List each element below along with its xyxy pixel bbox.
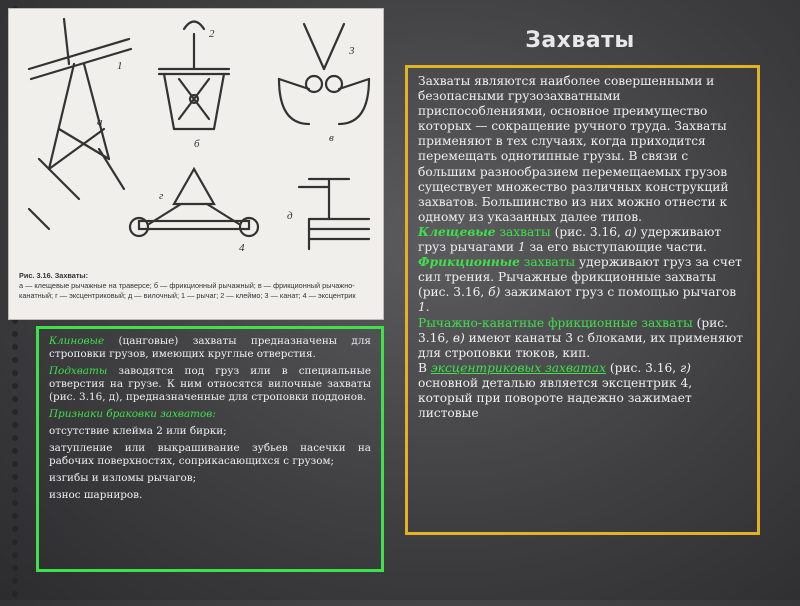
friction-term: Фрикционные <box>418 255 520 270</box>
right-text-box <box>405 65 760 535</box>
tong-grips-paragraph: Клещевые захваты (рис. 3.16, а) удерживают груз рычагами 1 за его выступающие части. <box>418 224 722 255</box>
lifters-paragraph: Подхваты заводятся под груз или в специальные отверстия на грузе. К ним относятся вилочные захваты (рис. 3.16, д), предназначенные для строповки поддонов. <box>49 365 371 403</box>
tong-term: Клещевые <box>418 224 496 239</box>
drawing-b <box>159 22 229 130</box>
figure-letter-b: б <box>194 138 200 150</box>
caption-text: а — клещевые рычажные на траверсе; б — фрикционный рычажный; в — фрикционный рычажно-канатный; г — эксцентриковый; д — вилочный; 1 — рычаг; 2 — клеймо; 3 — канат; 4 — эксцентрик <box>19 281 356 300</box>
caption-title: Рис. 3.16. Захваты: <box>19 271 89 280</box>
rejection-item: изгибы и изломы рычагов; <box>49 472 197 484</box>
friction-grips-paragraph: Фрикционные захваты удерживают груз за счет сил трения. Рычажные фрикционные захваты (рис. 3.16, б) зажимают груз с помощью рычагов 1. <box>418 255 742 315</box>
figure-number-3: 3 <box>349 45 355 57</box>
drawing-a <box>29 19 131 229</box>
friction-word: захваты <box>519 255 576 270</box>
rope-grips-paragraph: Рычажно-канатные фрикционные захваты (рис. 3.16, в) имеют канаты 3 с блоками, их применяют для строповки тюков, кип. <box>418 315 744 360</box>
wedge-grips-paragraph: Клиновые (цанговые) захваты предназначены для строповки грузов, имеющих круглые отверстия. <box>49 335 371 360</box>
grips-drawing <box>9 9 384 271</box>
tong-word: захваты <box>495 224 551 239</box>
drawing-g <box>130 169 258 236</box>
eccentric-term: эксцентриковых захватах <box>430 360 606 375</box>
rejection-item: износ шарниров. <box>49 489 143 501</box>
drawing-d <box>299 179 369 249</box>
figure-letter-v: в <box>329 132 334 144</box>
figure-number-1: 1 <box>117 60 123 72</box>
figure-letter-d: д <box>287 210 293 222</box>
figure-letter-a: а <box>97 116 103 128</box>
rejection-item: отсутствие клейма 2 или бирки; <box>49 425 227 437</box>
left-text-box <box>36 326 384 572</box>
drawing-v <box>279 24 369 124</box>
lifters-term: Подхваты <box>49 365 108 377</box>
figure-number-4: 4 <box>239 242 245 254</box>
rejection-item: затупление или выкрашивание зубьев насечки на рабочих поверхностях, соприкасающихся с грузом; <box>49 442 371 467</box>
eccentric-grips-paragraph: В эксцентриковых захватах (рис. 3.16, г) основной деталью является эксцентрик 4, который при повороте надежно зажимает листовые <box>418 360 693 421</box>
figure-letter-g: г <box>159 190 164 202</box>
rope-term: Рычажно-канатные фрикционные захваты <box>418 315 693 330</box>
intro-paragraph: Захваты являются наиболее совершенными и безопасными грузозахватными приспособлениями, основное преимущество которых — сокращение ручного труда. Захваты применяют в тех случаях, когда приходится перемещать однотипные грузы. В связи с большим разнообразием перемещаемых грузов существует множество различных конструкций захватов. Большинство из них можно отнести к одному из указанных далее типов. <box>418 74 729 224</box>
rejection-criteria-title: Признаки браковки захватов: <box>49 408 216 420</box>
wedge-term: Клиновые <box>49 335 105 347</box>
slide-title: Захваты <box>525 28 635 53</box>
figure-caption <box>19 271 375 301</box>
grips-figure <box>8 8 384 320</box>
figure-number-2: 2 <box>209 28 215 40</box>
